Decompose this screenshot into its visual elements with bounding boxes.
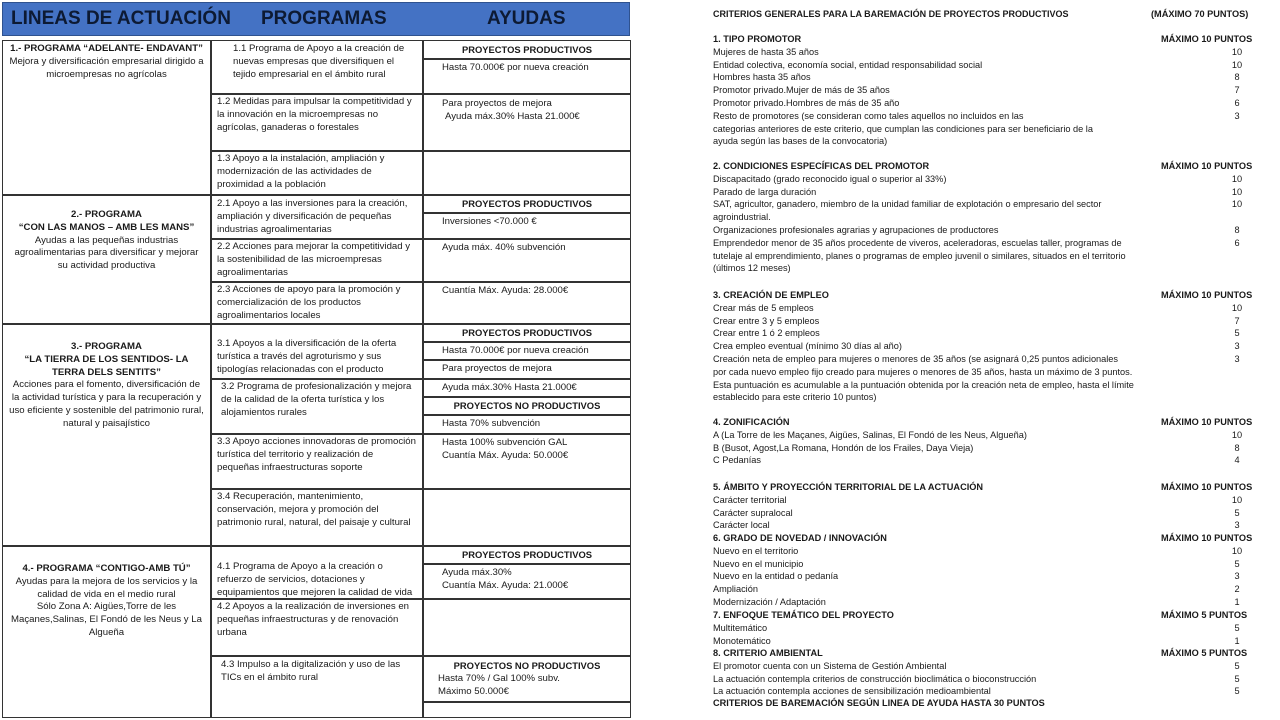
criteria-item-text: Discapacitado (grado reconocido igual o superior al 33%) xyxy=(713,173,947,184)
table-header xyxy=(2,2,630,36)
program-3-1 xyxy=(211,336,422,378)
criteria-item-text: Ampliación xyxy=(713,584,758,595)
criteria-item-points: 2 xyxy=(1234,584,1240,595)
section-title: 8. CRITERIO AMBIENTAL xyxy=(713,648,823,658)
program-3-4 xyxy=(211,489,422,546)
ayuda-4-np-value xyxy=(424,671,630,701)
section-title: 1. TIPO PROMOTOR xyxy=(713,34,802,44)
criteria-item-text: Multitemático xyxy=(713,622,768,633)
criteria-item-text: B (Busot, Agost,La Romana, Hondón de los Frailes, Daya Vieja) xyxy=(713,442,974,453)
ayuda-4-cuantia: Cuantía Máx. Ayuda: 21.000€ xyxy=(442,579,569,591)
header-lineas: LINEAS DE ACTUACIÓN xyxy=(11,8,231,29)
program-2-1 xyxy=(211,196,422,239)
criteria-item-points: 10 xyxy=(1231,302,1243,313)
criteria-item-points: 5 xyxy=(1234,673,1240,684)
criteria-item-points: 10 xyxy=(1231,46,1243,57)
line-1-title: 1.- PROGRAMA “ADELANTE- ENDAVANT” xyxy=(10,43,203,54)
criteria-item-text: Crear entre 1 ó 2 empleos xyxy=(713,328,820,339)
line-3-cell xyxy=(3,339,210,449)
criteria-item-text: Nuevo en el territorio xyxy=(713,545,799,556)
criteria-item-text: Organizaciones profesionales agrarias y agrupaciones de productores xyxy=(713,225,999,235)
program-1-1-text: 1.1 Programa de Apoyo a la creación de nuevas empresas que diversifiquen el tejido empresarial en el ámbito rural xyxy=(233,43,405,80)
program-4-2 xyxy=(211,599,422,656)
section-max: MÁXIMO 10 PUNTOS xyxy=(1161,34,1253,44)
criteria-item-points: 5 xyxy=(1234,507,1240,518)
criteria-item-text: A (La Torre de les Maçanes, Aigües, Salinas, El Fondó de les Neus, Algueña) xyxy=(713,429,1027,440)
ayuda-4-np-pct: Hasta 70% / Gal 100% subv. xyxy=(438,673,560,684)
criteria-item-points: 3 xyxy=(1234,341,1240,352)
program-4-2-text: 4.2 Apoyos a la realización de inversiones en pequeñas infraestructuras y de renovación urbana xyxy=(217,601,409,638)
criteria-item-points: 6 xyxy=(1234,98,1240,108)
criteria-item-text: Nuevo en el municipio xyxy=(713,558,804,569)
ayuda-3-header: PROYECTOS PRODUCTIVOS xyxy=(461,327,593,338)
section-max: MÁXIMO 5 PUNTOS xyxy=(1161,648,1248,658)
criteria-item-text: Hombres hasta 35 años xyxy=(713,72,811,83)
criteria-item-points: 5 xyxy=(1234,558,1240,569)
actuaciones-table xyxy=(2,40,631,718)
ayuda-3-gal-label: Hasta 100% subvención GAL xyxy=(442,437,568,448)
ayuda-2-inversiones: Inversiones <70.000 € xyxy=(442,216,537,227)
criteria-item-points: 10 xyxy=(1231,545,1243,556)
criteria-item-points: 8 xyxy=(1234,225,1240,235)
criteria-item-points: 10 xyxy=(1231,199,1243,210)
ayuda-4-header: PROYECTOS PRODUCTIVOS xyxy=(461,549,593,560)
criteria-item-text: establecido para este criterio 10 puntos) xyxy=(713,392,877,403)
criteria-item-points: 7 xyxy=(1234,315,1240,326)
section-title: 3. CREACIÓN DE EMPLEO xyxy=(713,290,829,300)
program-3-2-text: 3.2 Programa de profesionalización y mejora de la calidad de la oferta turística y los alojamientos rurales xyxy=(221,381,412,418)
ayuda-3-np-value: Hasta 70% subvención xyxy=(442,418,541,429)
program-3-2 xyxy=(211,379,422,433)
criteria-item-text: Esta puntuación es acumulable a la puntuación obtenida por la creación neta de empleo, hasta el límite xyxy=(713,379,1134,390)
program-1-1 xyxy=(211,41,422,93)
criteria-item-text: categorias anteriores de este criterio, que cumplan las condiciones para ser beneficiario de la xyxy=(713,123,1093,134)
criteria-item-text: agroindustrial. xyxy=(713,212,771,223)
line-1-description: Mejora y diversificación empresarial dirigido a microempresas no agrícolas xyxy=(9,55,204,80)
ayuda-3-mejora: Para proyectos de mejora xyxy=(442,363,552,374)
criteria-item-text: C Pedanías xyxy=(713,455,762,466)
criteria-item-text: Promotor privado.Mujer de más de 35 años xyxy=(713,85,890,96)
criteria-item-text: Modernización / Adaptación xyxy=(713,597,826,607)
criteria-item-points: 5 xyxy=(1234,328,1240,339)
criteria-item-points: 3 xyxy=(1234,571,1240,582)
section-title: 2. CONDICIONES ESPECÍFICAS DEL PROMOTOR xyxy=(713,161,930,171)
criteria-item-points: 8 xyxy=(1234,72,1240,83)
criteria-item-text: ayuda según las bases de la convocatoria) xyxy=(713,136,888,147)
criteria-item-text: Monotemático xyxy=(713,635,771,646)
ayuda-2-cuantia: Cuantía Máx. Ayuda: 28.000€ xyxy=(442,285,569,296)
criteria-item-text: Nuevo en la entidad o pedanía xyxy=(713,571,839,582)
line-4-description: Ayudas para la mejora de los servicios y la calidad de vida en el medio rural xyxy=(15,575,198,600)
criteria-item-points: 10 xyxy=(1231,429,1243,440)
line-1-cell xyxy=(3,41,210,195)
criteria-item-text: Crear entre 3 y 5 empleos xyxy=(713,315,820,326)
program-3-3 xyxy=(211,434,422,489)
header-ayudas: AYUDAS xyxy=(487,8,566,29)
criteria-item-points: 10 xyxy=(1231,59,1243,70)
criteria-footer-text: CRITERIOS DE BAREMACIÓN SEGÚN LINEA DE AYUDA HASTA 30 PUNTOS xyxy=(713,698,1045,708)
line-4-cell xyxy=(3,561,210,681)
header-programas: PROGRAMAS xyxy=(261,8,387,29)
program-4-1-text: 4.1 Programa de Apoyo a la creación o refuerzo de servicios, dotaciones y equipamientos que mejoren la calidad de vida xyxy=(217,561,413,598)
criteria-item-text: Creación neta de empleo para mujeres o menores de 35 años (se asignará 0,25 puntos adicionales xyxy=(713,354,1119,364)
program-3-4-text: 3.4 Recuperación, mantenimiento, conservación, mejora y promoción del patrimonio rural, natural, del paisaje y cultural xyxy=(217,491,411,528)
program-1-3 xyxy=(211,151,422,195)
criteria-item-points: 6 xyxy=(1234,237,1240,248)
criteria-item-points: 1 xyxy=(1234,597,1240,607)
criteria-item-text: SAT, agricultor, ganadero, miembro de la unidad familiar de explotación o empresario del sector xyxy=(713,199,1102,210)
criteria-title-text: CRITERIOS GENERALES PARA LA BAREMACIÓN DE PROYECTOS PRODUCTIVOS xyxy=(713,9,1069,19)
criteria-item-points: 3 xyxy=(1234,520,1240,531)
criteria-item-points: 5 xyxy=(1234,686,1240,697)
criteria-item-text: por cada nuevo empleo fijo creado para mujeres o menores de 35 años, hasta un máximo de 3 puntos. xyxy=(713,366,1133,377)
criteria-item-text: Carácter territorial xyxy=(713,494,787,505)
ayuda-1-header: PROYECTOS PRODUCTIVOS xyxy=(461,44,593,55)
line-2-cell xyxy=(3,207,210,317)
section-max: MÁXIMO 5 PUNTOS xyxy=(1161,610,1248,620)
criteria-item-text: Carácter local xyxy=(713,520,770,531)
section-max: MÁXIMO 10 PUNTOS xyxy=(1161,482,1253,492)
criteria-item-text: Crea empleo eventual (mínimo 30 días al año) xyxy=(713,341,902,352)
criteria-item-text: La actuación contempla criterios de construcción bioclimática o bioconstrucción xyxy=(713,673,1037,684)
ayuda-3-max30: Ayuda máx.30% Hasta 21.000€ xyxy=(442,382,577,393)
criteria-item-text: Entidad colectiva, economía social, entidad responsabilidad social xyxy=(713,59,983,70)
criteria-item-points: 3 xyxy=(1234,354,1240,364)
ayuda-1-value: Hasta 70.000€ por nueva creación xyxy=(442,62,589,73)
program-1-2 xyxy=(211,94,422,150)
program-2-3 xyxy=(211,282,422,324)
ayuda-3-creacion: Hasta 70.000€ por nueva creación xyxy=(442,345,589,356)
program-2-2-text: 2.2 Acciones para mejorar la competitividad y la sostenibilidad de las microempresas agroalimentarias xyxy=(217,241,411,278)
ayuda-4-max: Ayuda máx.30% xyxy=(442,567,512,578)
criteria-item-text: tutelaje al emprendimiento, planes o programas de empleo juvenil o similares, situados en el territorio xyxy=(713,250,1126,261)
line-3-description: Acciones para el fomento, diversificación de la actividad turística y para la recuperación y uso eficiente y sostenible del patrimonio rural, natural y paisajístico xyxy=(9,379,204,429)
criteria-item-text: Parado de larga duración xyxy=(713,186,817,197)
program-2-1-text: 2.1 Apoyo a las inversiones para la creación, ampliación y diversificación de pequeñas industrias agroalimentarias xyxy=(217,198,408,235)
program-2-3-text: 2.3 Acciones de apoyo para la promoción y comercialización de los productos agroalimentarios locales xyxy=(217,284,401,321)
criteria-item-points: 5 xyxy=(1234,622,1240,633)
section-max: MÁXIMO 10 PUNTOS xyxy=(1161,417,1253,427)
criteria-item-points: 5 xyxy=(1234,660,1240,671)
criteria-item-points: 10 xyxy=(1231,494,1243,505)
criteria-item-points: 7 xyxy=(1234,85,1240,96)
line-3-subtitle: “LA TIERRA DE LOS SENTIDOS- LA TERRA DELS SENTITS” xyxy=(24,353,189,378)
criteria-item-text: Carácter supralocal xyxy=(713,507,793,518)
criteria-item-points: 3 xyxy=(1234,110,1240,121)
program-1-2-text: 1.2 Medidas para impulsar la competitividad y la innovación en la microempresas no agrícolas, ganaderas o forestales xyxy=(217,96,412,133)
ayuda-3-gal-value: Cuantía Máx. Ayuda: 50.000€ xyxy=(442,449,569,461)
line-3-title: 3.- PROGRAMA xyxy=(71,341,142,352)
ayuda-1-mejora-value: Ayuda máx.30% Hasta 21.000€ xyxy=(445,110,580,122)
program-3-1-text: 3.1 Apoyos a la diversificación de la oferta turística a través del agroturismo y sus tipologías relacionadas con el producto xyxy=(217,338,397,375)
ayuda-4-np-max: Máximo 50.000€ xyxy=(438,685,509,697)
criteria-item-text: La actuación contempla acciones de sensibilización medioambiental xyxy=(713,686,991,697)
section-title: 5. ÁMBITO Y PROYECCIÓN TERRITORIAL DE LA ACTUACIÓN xyxy=(713,482,984,492)
line-2-description: Ayudas a las pequeñas industrias agroalimentarias para diversificar y mejorar su actividad productiva xyxy=(14,234,199,272)
criteria-item-text: (últimos 12 meses) xyxy=(713,263,791,274)
criteria-item-text: Crear más de 5 empleos xyxy=(713,302,814,313)
line-4-title: 4.- PROGRAMA “CONTIGO-AMB TÚ” xyxy=(22,563,191,574)
program-3-3-text: 3.3 Apoyo acciones innovadoras de promoción turística del territorio y realización de pequeñas infraestructuras soporte xyxy=(217,436,416,473)
program-4-3-text: 4.3 Impulso a la digitalización y uso de las TICs en el ámbito rural xyxy=(221,659,401,683)
ayuda-1-mejora-label: Para proyectos de mejora xyxy=(442,98,552,109)
program-1-3-text: 1.3 Apoyo a la instalación, ampliación y modernización de las actividades de proximidad a la población xyxy=(217,153,385,190)
criteria-item-text: El promotor cuenta con un Sistema de Gestión Ambiental xyxy=(713,660,947,671)
criteria-item-text: Mujeres de hasta 35 años xyxy=(713,46,819,57)
program-4-3 xyxy=(211,657,422,697)
section-title: 6. GRADO DE NOVEDAD / INNOVACIÓN xyxy=(713,533,887,543)
line-4-zone: Sólo Zona A: Aigües,Torre de les Maçanes,Salinas, El Fondó de les Neus y La Algueña xyxy=(11,601,202,638)
ayuda-3-np-header: PROYECTOS NO PRODUCTIVOS xyxy=(453,400,601,411)
criteria-item-points: 8 xyxy=(1234,442,1240,453)
section-max: MÁXIMO 10 PUNTOS xyxy=(1161,161,1253,171)
section-title: 7. ENFOQUE TEMÁTICO DEL PROYECTO xyxy=(713,610,894,620)
section-max: MÁXIMO 10 PUNTOS xyxy=(1161,533,1253,543)
line-2-title: 2.- PROGRAMA xyxy=(71,209,142,220)
ayuda-3-gal xyxy=(424,435,630,465)
ayuda-2-header: PROYECTOS PRODUCTIVOS xyxy=(461,198,593,209)
row-divider xyxy=(424,701,630,703)
section-max: MÁXIMO 10 PUNTOS xyxy=(1161,290,1253,300)
criteria-item-points: 10 xyxy=(1231,186,1243,197)
ayuda-2-subvencion: Ayuda máx. 40% subvención xyxy=(442,242,566,253)
criteria-item-points: 10 xyxy=(1231,173,1243,184)
criteria-item-points: 1 xyxy=(1234,635,1240,646)
program-2-2 xyxy=(211,239,422,282)
criteria-item-text: Resto de promotores (se consideran como tales aquellos no incluidos en las xyxy=(713,110,1024,121)
line-2-subtitle: “CON LAS MANOS – AMB LES MANS” xyxy=(18,221,195,233)
section-title: 4. ZONIFICACIÓN xyxy=(713,417,790,427)
criteria-title-max: (MÁXIMO 70 PUNTOS) xyxy=(1151,9,1249,19)
ayuda-4-np-header: PROYECTOS NO PRODUCTIVOS xyxy=(453,660,601,671)
criteria-item-text: Emprendedor menor de 35 años procedente de viveros, aceleradoras, escuelas taller, programas de xyxy=(713,237,1122,248)
criteria-item-text: Promotor privado.Hombres de más de 35 año xyxy=(713,98,900,108)
ayuda-4-value xyxy=(424,565,630,595)
criteria-item-points: 4 xyxy=(1234,455,1240,466)
criteria-panel xyxy=(713,0,1268,720)
ayuda-1-mejora xyxy=(424,96,630,126)
